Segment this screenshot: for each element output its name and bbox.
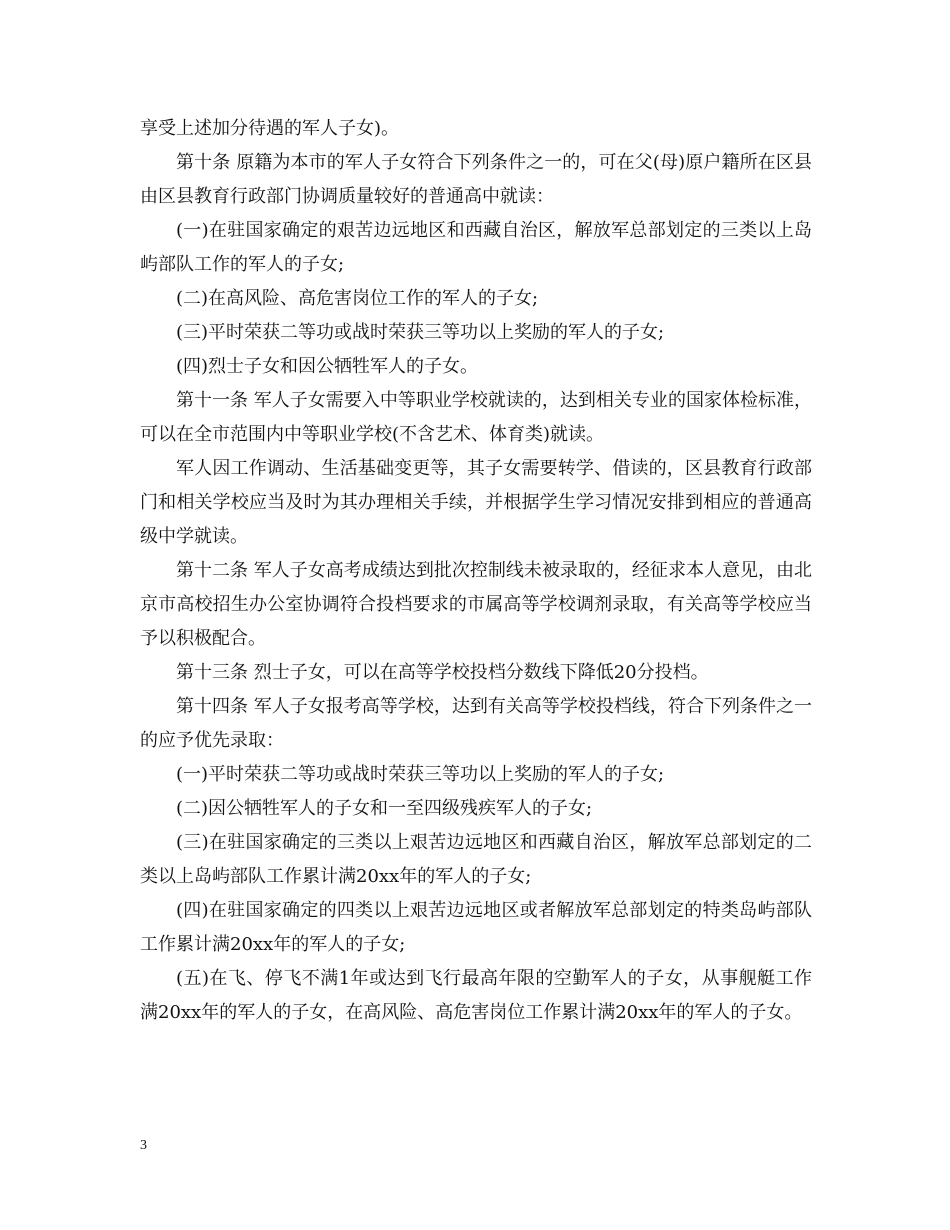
paragraph-continuation: 享受上述加分待遇的军人子女)。 bbox=[140, 118, 400, 139]
paragraph-article-14-item-4: (四)在驻国家确定的四类以上艰苦边远地区或者解放军总部划定的特类岛屿部队工作累计满20xx年的军人的子女; bbox=[140, 900, 812, 955]
paragraph-article-10-item-3: (三)平时荣获二等功或战时荣获三等功以上奖励的军人的子女; bbox=[176, 322, 665, 343]
paragraph-article-10-item-1: (一)在驻国家确定的艰苦边远地区和西藏自治区，解放军总部划定的三类以上岛屿部队工作的军人的子女; bbox=[140, 220, 812, 275]
paragraph-article-12: 第十二条 军人子女高考成绩达到批次控制线未被录取的，经征求本人意见，由北京市高校招生办公室协调符合投档要求的市属高等学校调剂录取，有关高等学校应当予以积极配合。 bbox=[140, 560, 812, 649]
page-number: 3 bbox=[140, 1138, 147, 1153]
paragraph-article-13: 第十三条 烈士子女，可以在高等学校投档分数线下降低20分投档。 bbox=[176, 662, 709, 683]
paragraph-article-14-item-3: (三)在驻国家确定的三类以上艰苦边远地区和西藏自治区，解放军总部划定的二类以上岛屿部队工作累计满20xx年的军人的子女; bbox=[140, 832, 812, 887]
paragraph-article-11: 第十一条 军人子女需要入中等职业学校就读的，达到相关专业的国家体检标准，可以在全市范围内中等职业学校(不含艺术、体育类)就读。 bbox=[140, 390, 812, 445]
paragraph-article-14: 第十四条 军人子女报考高等学校，达到有关高等学校投档线，符合下列条件之一的应予优先录取： bbox=[140, 696, 812, 751]
paragraph-article-14-item-5: (五)在飞、停飞不满1年或达到飞行最高年限的空勤军人的子女，从事舰艇工作满20xx年的军人的子女，在高风险、高危害岗位工作累计满20xx年的军人的子女。 bbox=[140, 968, 812, 1023]
paragraph-article-14-item-2: (二)因公牺牲军人的子女和一至四级残疾军人的子女; bbox=[176, 798, 593, 819]
paragraph-article-10: 第十条 原籍为本市的军人子女符合下列条件之一的，可在父(母)原户籍所在区县由区县教育行政部门协调质量较好的普通高中就读： bbox=[140, 152, 812, 207]
paragraph-article-10-item-4: (四)烈士子女和因公牺牲军人的子女。 bbox=[176, 356, 479, 377]
paragraph-article-10-item-2: (二)在高风险、高危害岗位工作的军人的子女; bbox=[176, 288, 539, 309]
paragraph-transfer: 军人因工作调动、生活基础变更等，其子女需要转学、借读的，区县教育行政部门和相关学校应当及时为其办理相关手续，并根据学生学习情况安排到相应的普通高级中学就读。 bbox=[140, 458, 812, 547]
paragraph-article-14-item-1: (一)平时荣获二等功或战时荣获三等功以上奖励的军人的子女; bbox=[176, 764, 665, 785]
document-body bbox=[140, 112, 812, 1030]
